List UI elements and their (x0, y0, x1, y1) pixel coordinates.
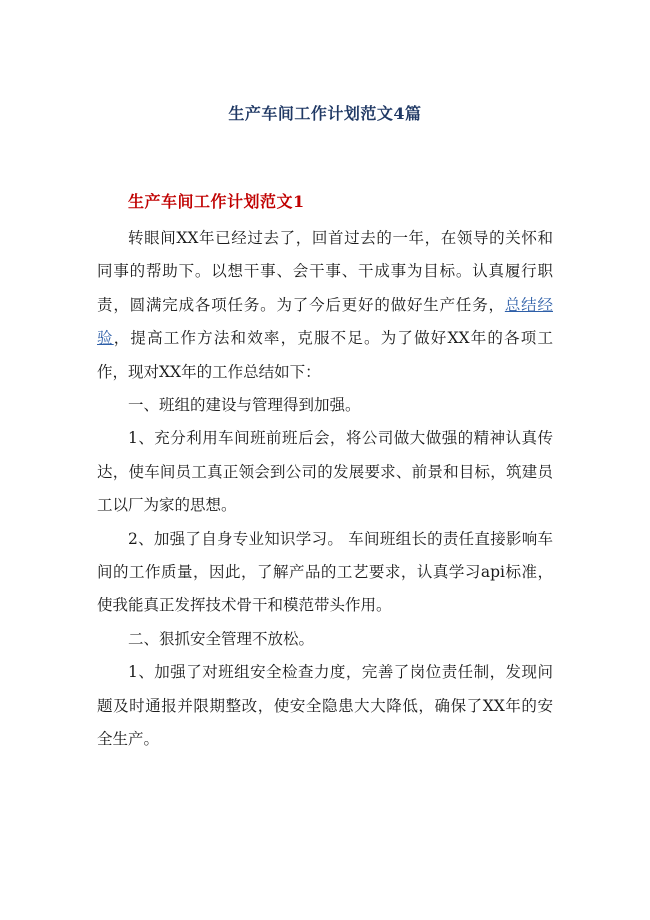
paragraph-safety-inspection: 1、加强了对班组安全检查力度，完善了岗位责任制，发现问题及时通报并限期整改，使安全隐患大大降低，确保了XX年的安全生产。 (97, 663, 553, 749)
intro-text-before-link: 转眼间XX年已经过去了，回首过去的一年，在领导的关怀和同事的帮助下。以想干事、会干事、干成事为目标。认真履行职责，圆满完成各项任务。为了今后更好的做好生产任务， (97, 229, 553, 314)
intro-paragraph (97, 222, 553, 389)
document-body (97, 222, 553, 757)
paragraph-team-meetings: 1、充分利用车间班前班后会，将公司做大做强的精神认真传达，使车间员工真正领会到公司的发展要求、前景和目标，筑建员工以厂为家的思想。 (97, 429, 553, 515)
paragraph-professional-learning: 2、加强了自身专业知识学习。 车间班组长的责任直接影响车间的工作质量，因此，了解产品的工艺要求，认真学习api标准，使我能真正发挥技术骨干和模范带头作用。 (97, 529, 553, 615)
section-heading: 生产车间工作计划范文1 (128, 192, 305, 211)
summary-experience-link[interactable]: 总结经验 (97, 295, 553, 348)
paragraph-safety-heading: 二、狠抓安全管理不放松。 (128, 629, 315, 648)
paragraph-team-building-heading: 一、班组的建设与管理得到加强。 (128, 396, 361, 415)
intro-text-after-link: ，提高工作方法和效率，克服不足。为了做好XX年的各项工作，现对XX年的工作总结如下： (97, 329, 553, 381)
document-title: 生产车间工作计划范文4篇 (228, 104, 422, 123)
